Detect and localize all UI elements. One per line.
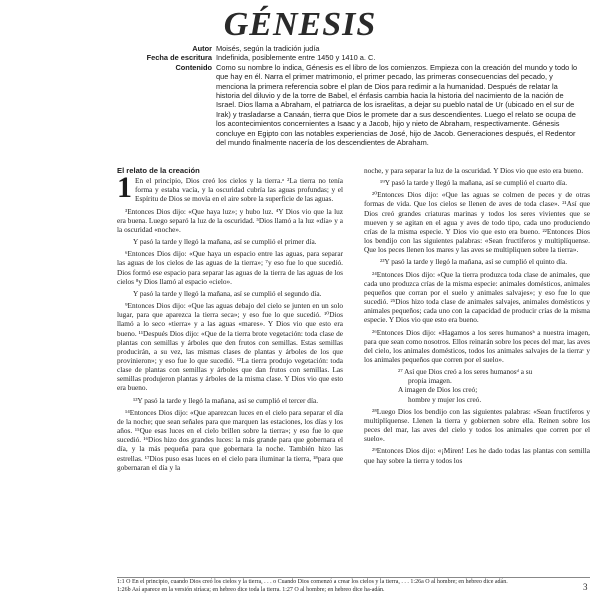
meta-label: Autor bbox=[192, 44, 212, 53]
meta-row-date bbox=[108, 53, 578, 62]
text-column-left bbox=[117, 166, 343, 475]
first-paragraph bbox=[117, 171, 343, 205]
footnote-line: 1:26b Así aparece en la versión siríaca; en hebreo dice toda la tierra. 1:27 O al hombre; en hebreo dice ha-adán. bbox=[117, 586, 385, 593]
paragraph: noche, y para separar la luz de la oscuridad. Y Dios vio que esto era bueno. bbox=[364, 166, 584, 175]
meta-row-author bbox=[108, 44, 578, 53]
paragraph: ¹⁴Entonces Dios dijo: «Que aparezcan luces en el cielo para separar el día de la noche; que sean señales para que marquen las estaciones, los días y los años. ¹⁵Que esas luces en el cielo brillen sobre la tierra»; y eso fue lo que sucedió. ¹⁶Dios hizo dos grandes luces: la más grande para que gobernara el día, y la más pequeña para que gobernara la noche. También hizo las estrellas. ¹⁷Dios puso esas luces en el cielo para iluminar la tierra, ¹⁸para que gobernaran el día y la bbox=[117, 407, 343, 472]
poem-line: propia imagen. bbox=[408, 376, 452, 386]
poem-verse bbox=[364, 367, 590, 404]
paragraph: ²⁶Entonces Dios dijo: «Hagamos a los seres humanosᵇ a nuestra imagen, para que sean como nosotros. Ellos reinarán sobre los peces del mar, las aves del cielo, los animales domésticos, todos los animales salvajes de la tierraᶜ y los animales pequeños que corren por el suelo». bbox=[364, 327, 590, 364]
paragraph: ⁹Entonces Dios dijo: «Que las aguas debajo del cielo se junten en un solo lugar, para que aparezca la tierra seca»; y eso fue lo que sucedió. ¹⁰Dios llamó a lo seco «tierra» y a las aguas «mares». Y Dios vio que esto era bueno. ¹¹Después Dios dijo: «Que de la tierra brote vegetación: toda clase de plantas con semillas y árboles que den frutos con semillas. Estas semillas producirán, a su vez, las mismas clases de plantas y árboles de los que provinieron»; y eso fue lo que sucedió. ¹²La tierra produjo vegetación: toda clase de plantas con semillas y árboles que dan frutos con semillas. Las semillas produjeron plantas y árboles de la misma clase. Y Dios vio que esto era bueno. bbox=[117, 301, 343, 393]
footnote-line: 1:1 O En el principio, cuando Dios creó los cielos y la tierra, . . . o Cuando Dios comenzó a crear los cielos y la tierra, . . . 1:26a O al hombre; en hebreo dice adán. bbox=[117, 579, 508, 585]
poem-line: hombre y mujer los creó. bbox=[408, 394, 482, 404]
paragraph: ⁶Entonces Dios dijo: «Que haya un espacio entre las aguas, para separar las aguas de los cielos de las aguas de la tierra»; ⁷y eso fue lo que sucedió. Dios formó ese espacio para separar las aguas de la tierra de las aguas de los cielos ⁸y Dios llamó al espacio «cielo». bbox=[117, 249, 343, 286]
book-title: GÉNESIS bbox=[223, 6, 377, 43]
poem-line: A imagen de Dios los creó; bbox=[398, 385, 478, 395]
poem-line bbox=[398, 367, 590, 376]
meta-label: Fecha de escritura bbox=[146, 53, 212, 63]
paragraph: ²⁴Entonces Dios dijo: «Que la tierra produzca toda clase de animales, que cada uno produzca crías de la misma especie: animales domésticos, animales pequeños que corran por el suelo y animales salvajes»; y eso fue lo que sucedió. ²⁵Dios hizo toda clase de animales salvajes, animales domésticos y animales pequeños; cada uno con la capacidad de producir crías de la misma especie. Y Dios vio que esto era bueno. bbox=[364, 269, 590, 325]
paragraph: Y pasó la tarde y llegó la mañana, así se cumplió el primer día. bbox=[133, 237, 317, 247]
paragraph: ²⁹Entonces Dios dijo: «¡Miren! Les he dado todas las plantas con semilla que hay sobre la tierra y todos los bbox=[364, 446, 590, 465]
footnotes bbox=[117, 577, 590, 594]
meta-value: Moisés, según la tradición judía bbox=[216, 44, 320, 53]
paragraph: ¹³Y pasó la tarde y llegó la mañana, así se cumplió el tercer día. bbox=[133, 395, 319, 405]
meta-value: Indefinida, posiblemente entre 1450 y 1410 a. C. bbox=[216, 53, 376, 63]
paragraph-text: En el principio, Dios creó los cielos y la tierra.ᵃ ²La tierra no tenía forma y estaba vacía, y la oscuridad cubría las aguas profundas; y el Espíritu de Dios se movía en el aire sobre la superficie de las aguas. bbox=[135, 176, 343, 204]
chapter-number: 1 bbox=[117, 171, 132, 205]
paragraph: ¹⁹Y pasó la tarde y llegó la mañana, así se cumplió el cuarto día. bbox=[380, 178, 568, 188]
page-number: 3 bbox=[583, 582, 588, 592]
meta-label: Contenido bbox=[175, 62, 212, 72]
paragraph: ²³Y pasó la tarde y llegó la mañana, así se cumplió el quinto día. bbox=[380, 257, 568, 267]
section-heading: El relato de la creación bbox=[117, 166, 200, 175]
book-introduction bbox=[108, 44, 578, 147]
paragraph: ²⁰Entonces Dios dijo: «Que las aguas se colmen de peces y de otras formas de vida. Que los cielos se llenen de aves de toda clase». ²¹Así que Dios creó grandes criaturas marinas y todos los seres vivientes que se mueven y se agitan en el agua y aves de todo tipo, cada uno produciendo crías de la misma especie. Y Dios vio que esto era bueno. ²²Entonces Dios los bendijo con las siguientes palabras: «Sean fructíferos y multiplíquense. Que los peces llenen los mares y las aves se multipliquen sobre la tierra». bbox=[364, 190, 590, 255]
paragraph: ²⁸Luego Dios los bendijo con las siguientes palabras: «Sean fructíferos y multiplíquense. Llenen la tierra y gobiernen sobre ella. Reinen sobre los peces del mar, las aves del cielo y todos los animales que corren por el suelo». bbox=[364, 406, 590, 444]
text-column-right bbox=[364, 166, 590, 468]
paragraph: ³Entonces Dios dijo: «Que haya luz»; y hubo luz. ⁴Y Dios vio que la luz era buena. Luego separó la luz de la oscuridad. ⁵Dios llamó a la luz «día» y a la oscuridad «noche». bbox=[117, 206, 343, 234]
paragraph: Y pasó la tarde y llegó la mañana, así se cumplió el segundo día. bbox=[133, 288, 322, 298]
verse-number: ²⁷ bbox=[398, 367, 403, 377]
poem-line-text: Así que Dios creó a los seres humanosᵈ a su bbox=[404, 367, 533, 377]
meta-value: Como su nombre lo indica, Génesis es el libro de los comienzos. Empieza con la creación del mundo y todo lo que hay en él. Narra el primer matrimonio, el primer pecado, las primeras consecuencias del pecado, y menciona la primera referencia sobre el plan de Dios para redimir a la humanidad. Después de relatar la historia del diluvio y de la torre de Babel, el énfasis cambia hacia la historia del nacimiento de la nación de Israel. Dios llama a Abraham, el patriarca de los israelitas, a dejar su pueblo natal de Ur (ubicado en el sur de Irak) y trasladarse a Canaán, tierra que Dios le promete dar a sus descendientes. Luego el relato se ocupa de los acontecimientos concernientes a Isaac y a Jacob, hijo y nieto de Abraham, respectivamente. Génesis concluye en Egipto con las notables experiencias de José, hijo de Jacob. Generaciones después, el Redentor del mundo finalmente nacería de los descendientes de Abraham. bbox=[216, 62, 578, 148]
meta-row-content bbox=[108, 63, 578, 148]
